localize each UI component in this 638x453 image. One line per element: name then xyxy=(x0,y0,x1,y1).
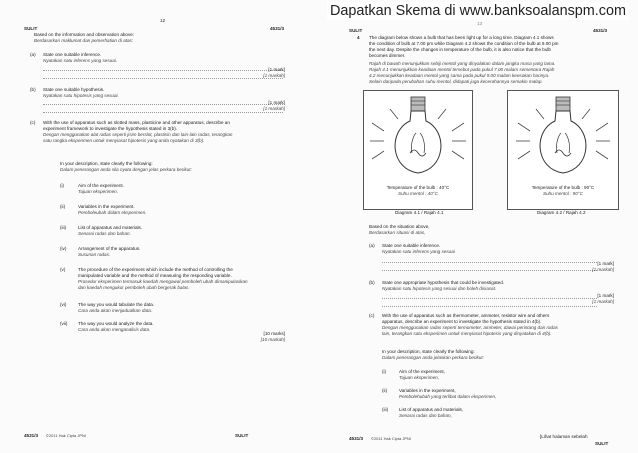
watermark-banner: Dapatkan Skema di www.banksoalanspm.com xyxy=(327,2,629,20)
item-text-ms: Senarai radas dan bahan. xyxy=(78,231,131,236)
question-c-line-ms: Dengan menggunakan radas seperti termometer, ammeter, dawai perintang dan radas xyxy=(382,325,558,330)
item-text: manipulated variable and the method of measuring the responding variable. xyxy=(78,273,232,278)
light-bulb-bright-illustration xyxy=(508,91,618,181)
question-b-label: (b) xyxy=(30,87,36,92)
mark-label-ms: [1 markah] xyxy=(263,106,285,111)
diagram-4-2-caption: Diagram 4.2 / Rajah 4.2 xyxy=(537,210,586,215)
item-text: The way you would tabulate the data. xyxy=(78,302,155,307)
item-text-ms: Tujuan eksperimen. xyxy=(78,189,119,194)
intro-line-ms: Selain daripada perubahan suhu mentol, didapati juga kecerahannya semakin malap. xyxy=(369,79,543,84)
diagram-4-1-caption: Diagram 4.1 / Rajah 4.1 xyxy=(395,210,444,215)
question-b-text-ms: Nyatakan satu hipotesis yang sesuai. xyxy=(43,93,119,98)
diagram-4-2-temperature: Temperature of the bulb : 90°C xyxy=(531,185,595,190)
answer-line xyxy=(382,306,597,307)
item-text: Arrangement of the apparatus. xyxy=(78,246,141,251)
paper-code: 4531/3 xyxy=(593,28,608,33)
answer-line xyxy=(382,270,597,271)
item-number: (v) xyxy=(60,267,66,272)
question-a-text: State one suitable inference. xyxy=(382,243,441,248)
diagram-4-2 xyxy=(507,90,619,210)
description-instruction: In your description, state clearly the following: xyxy=(382,349,475,354)
question-c-line-ms: Dengan menggunakan alat radas seperti jisim berslot, plastisin dan lain-lain radas, terangkan xyxy=(43,132,233,137)
item-text: The procedure of the experiment which include the method of controlling the xyxy=(78,267,233,272)
question-a-text-ms: Nyatakan satu inferens yang sesuai. xyxy=(43,58,118,63)
footer-copyright: ©2011 Hak Cipta JPNI xyxy=(46,433,87,438)
intro-line: becomes dimmer. xyxy=(369,53,406,58)
item-number: (iii) xyxy=(60,225,67,230)
diagram-4-1-temperature: Temperature of the bulb : 40°C xyxy=(386,185,450,190)
item-number: (ii) xyxy=(60,204,66,209)
mark-label: [1 mark] xyxy=(597,293,614,298)
sulit-label: SULIT xyxy=(24,26,38,31)
question-a-label: (a) xyxy=(369,243,375,248)
intro-line: The diagram below shows a bulb that has been light up for a long time. Diagram 4.1 shows xyxy=(369,35,554,40)
marks-total: [10 marks] xyxy=(263,331,285,336)
answer-line xyxy=(43,104,283,105)
question-c-label: (c) xyxy=(30,120,36,125)
description-instruction: In your description, state clearly the following: xyxy=(60,161,153,166)
item-text: Aim of the experiment. xyxy=(78,183,124,188)
answer-line xyxy=(43,112,283,113)
item-text-ms: Pemboleubah dalam eksperimen. xyxy=(78,210,147,215)
mark-label-ms: [1 markah] xyxy=(263,73,285,78)
item-text: List of apparatus and materials. xyxy=(78,225,143,230)
mark-label: [1 mark] xyxy=(597,261,614,266)
mark-label: [1 mark] xyxy=(268,67,285,72)
item-text-ms: dan kaedah mengukur pemboleh ubah bergerak balas. xyxy=(78,285,190,290)
item-text-ms: Prosedur eksperimen termasuk kaedah mengawal pemboleh ubah dimanipulasikan xyxy=(78,279,248,284)
item-number: (i) xyxy=(382,369,387,374)
answer-line xyxy=(43,78,283,79)
page-number: 12 xyxy=(160,18,166,23)
footer-copyright: ©2011 Hak Cipta JPNI xyxy=(371,436,412,441)
paper-code: 4531/3 xyxy=(270,26,285,31)
right-exam-page xyxy=(319,0,638,453)
item-number: (vii) xyxy=(60,321,68,326)
description-instruction-ms: Dalam penerangan anda jelaskan perkara berikut: xyxy=(382,355,484,360)
light-bulb-dim-illustration xyxy=(364,91,472,181)
item-number: (iv) xyxy=(60,246,67,251)
diagram-4-1 xyxy=(363,90,473,210)
intro-line: the next day. Despite the changes in temperature of the bulb, it is also notice that the bulb xyxy=(369,47,551,52)
question-a-text: State one suitable inference. xyxy=(43,52,102,57)
intro-text: Based on the information and observation above: xyxy=(34,32,135,37)
item-number: (vi) xyxy=(60,302,67,307)
item-text: Aim of the experiment, xyxy=(399,369,445,374)
question-c-line: apparatus, describe an experiment to investigate the hypothesis stated in 4(b). xyxy=(382,319,542,324)
answer-line xyxy=(382,298,597,299)
item-text: List of apparatus and materials, xyxy=(399,407,464,412)
situation-text: Based on the situation above, xyxy=(369,224,430,229)
intro-line: the condition of bulb at 7.00 pm while Diagram 4.2 shows the condition of the bulb at 9.00 pm xyxy=(369,41,559,46)
answer-line xyxy=(382,262,597,263)
item-text: Variables in the experiment, xyxy=(399,388,456,393)
intro-line-ms: Rajah 4.1 menunjukkan keadaan mentol tersebut pada pukul 7.00 malam sementara Rajah xyxy=(369,67,555,72)
diagram-4-2-temperature-ms: Suhu mentol : 90°C xyxy=(543,191,583,196)
item-number: (i) xyxy=(60,183,65,188)
question-b-text: State one suitable hypothesis. xyxy=(43,87,105,92)
item-number: (iii) xyxy=(382,407,389,412)
question-b-text: State one appropriate hypothesis that could be investigated. xyxy=(382,280,505,285)
intro-line-ms: Rajah di bawah menunjukkan sebiji mentol yang dinyalakan dalam jangka masa yang lama. xyxy=(369,61,556,66)
situation-text-ms: Berdasarkan situasi di atas, xyxy=(369,230,426,235)
question-b-text-ms: Nyatakan satu hipotesis yang sesuai dan boleh disiasat. xyxy=(382,286,497,291)
item-text: The way you would analyze the data. xyxy=(78,321,154,326)
question-number: 4 xyxy=(357,35,360,40)
footer-code: 4531/3 xyxy=(349,436,364,441)
item-text-ms: Tujuan eksperimen, xyxy=(399,375,440,380)
question-a-label: (a) xyxy=(30,52,36,57)
item-number: (ii) xyxy=(382,388,388,393)
description-instruction-ms: Dalam penerangan anda sila nyata dengan jelas perkara berikut: xyxy=(60,167,192,172)
item-text-ms: Pembolehubah yang terlibat dalam eksperimen, xyxy=(399,394,497,399)
footer-see-next-page: [Lihat halaman sebelah xyxy=(540,434,588,439)
question-c-line-ms: lain, terangkan satu eksperimen untuk menyiasat hipotesis yang dinyatakan di 4(b). xyxy=(382,331,552,336)
question-c-line: With the use of apparatus such as slotted mass, plasticine and other apparatus, describe an xyxy=(43,120,230,125)
question-c-line: experiment framework to investigate the hypothesis stated in 3(b). xyxy=(43,126,178,131)
item-text-ms: Senarai radas dan bahan, xyxy=(399,413,452,418)
item-text: Variables in the experiment. xyxy=(78,204,135,209)
page-number: 13 xyxy=(477,21,483,26)
intro-text-ms: Berdasarkan maklumat dan pemerhatian di atas: xyxy=(34,38,134,43)
question-c-line-ms: satu rangka eksperimen untuk menyiasat hipotesis yang anda nyatakan di 3(b). xyxy=(43,138,205,143)
footer-sulit: SULIT xyxy=(235,433,249,438)
marks-total-ms: [10 markah] xyxy=(260,337,285,342)
footer-sulit: SULIT xyxy=(595,441,609,446)
question-c-line: With the use of apparatus such as thermometer, ammeter, resistor wire and others xyxy=(382,313,550,318)
footer-code: 4531/3 xyxy=(24,433,39,438)
question-b-label: (b) xyxy=(369,280,375,285)
item-text-ms: Cara anda akan menganalisis data. xyxy=(78,327,151,332)
item-text-ms: Susunan radas. xyxy=(78,252,111,257)
mark-label: [1 mark] xyxy=(268,100,285,105)
item-text-ms: Cara anda akan menjadualkan data. xyxy=(78,308,153,313)
mark-label-ms: [1 markah] xyxy=(592,267,614,272)
sulit-label: SULIT xyxy=(349,28,363,33)
question-c-label: (c) xyxy=(369,313,375,318)
diagram-4-1-temperature-ms: Suhu mentol : 40°C xyxy=(398,191,438,196)
mark-label-ms: [1 markah] xyxy=(592,299,614,304)
question-a-text-ms: Nyatakan satu inferens yang sesuai xyxy=(382,249,455,254)
intro-line-ms: 4.2 menunjukkan keadaan mentol yang sama pada pukul 9.00 malam keesokan harinya. xyxy=(369,73,550,78)
